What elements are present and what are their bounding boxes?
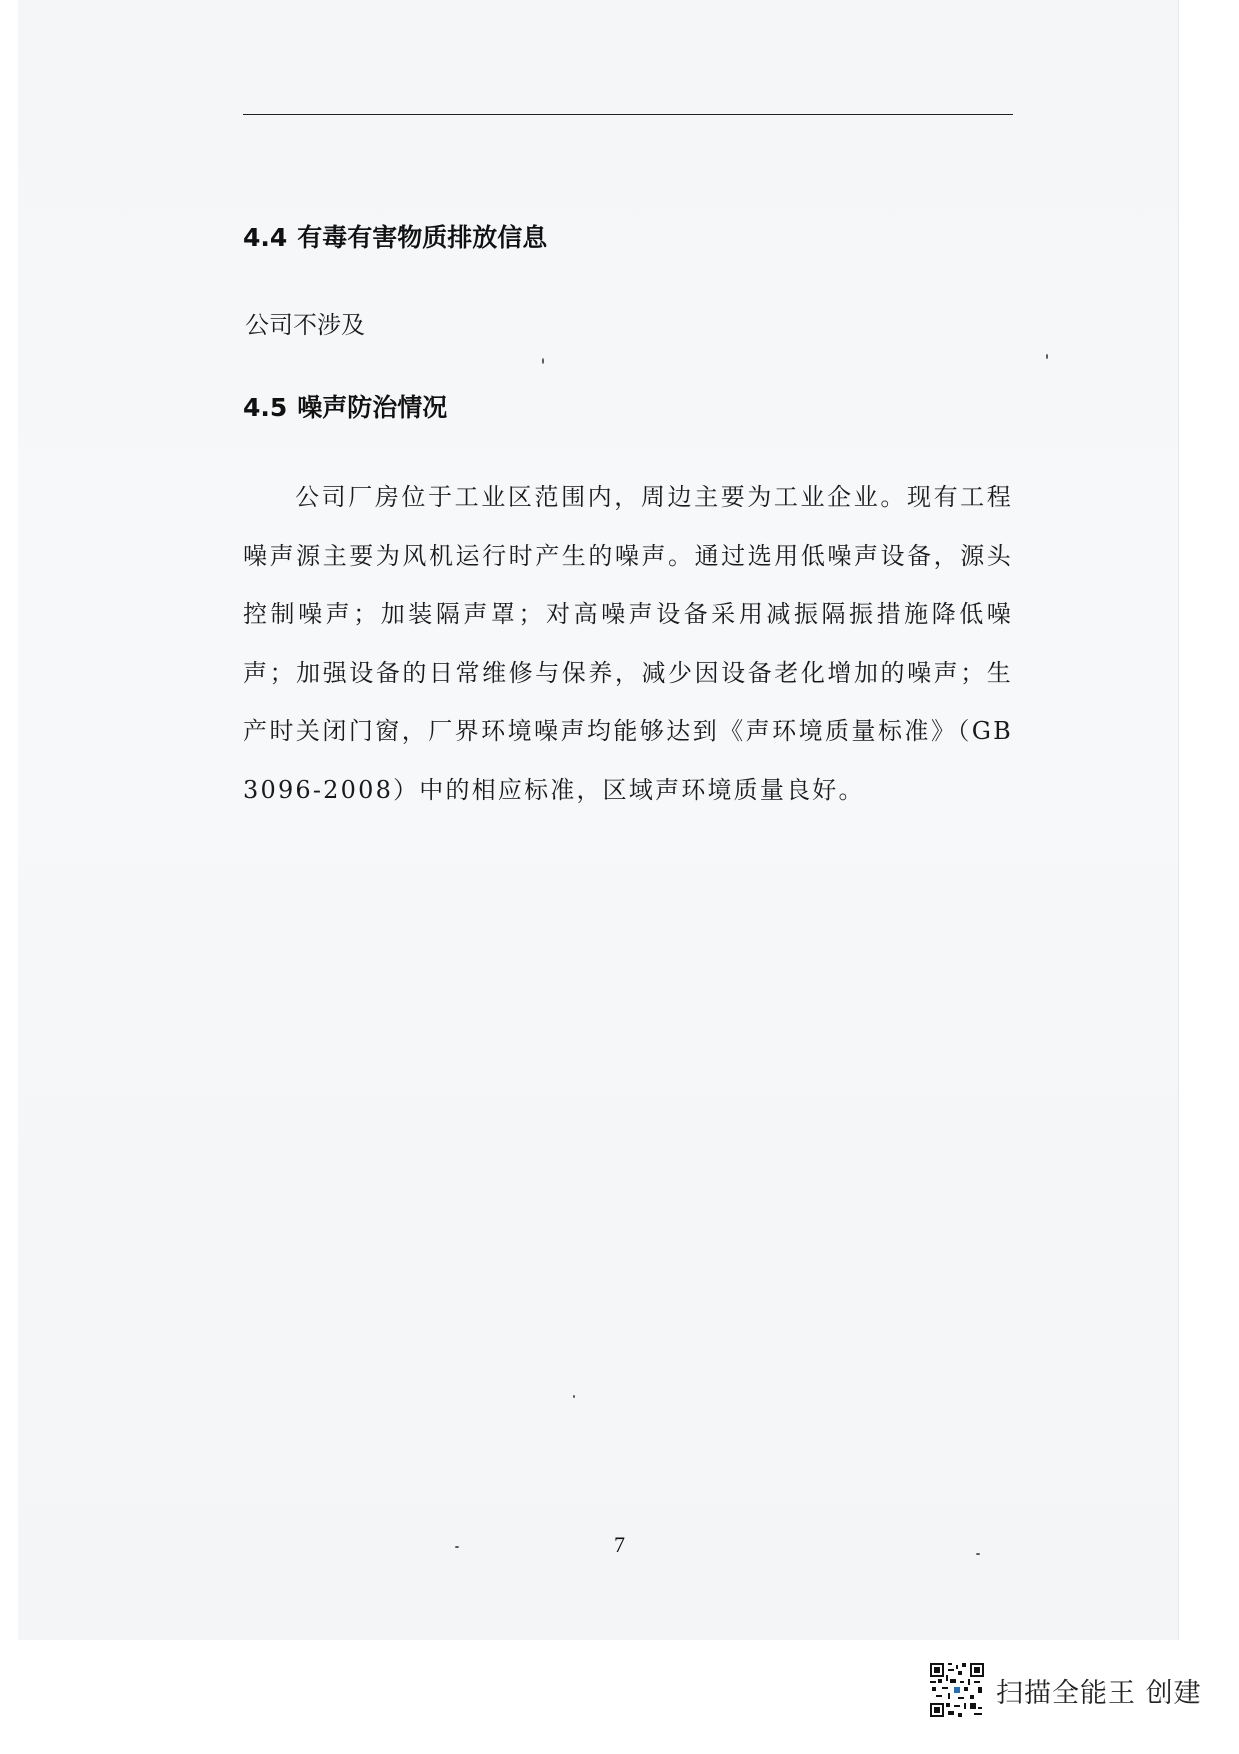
section-title: 有毒有害物质排放信息 — [297, 223, 548, 252]
section-number: 4.4 — [243, 223, 288, 252]
scan-speck — [542, 358, 544, 364]
header-rule — [243, 114, 1013, 115]
scan-speck — [573, 1395, 575, 1398]
page-number: 7 — [614, 1532, 625, 1557]
section-body-4-5: 公司厂房位于工业区范围内，周边主要为工业企业。现有工程噪声源主要为风机运行时产生的噪声。通过选用低噪声设备，源头控制噪声；加装隔声罩；对高噪声设备采用减振隔振措施降低噪声；加强设备的日常维修与保养，减少因设备老化增加的噪声；生产时关闭门窗，厂界环境噪声均能够达到《声环境质量标准》（GB 3096-2008）中的相应标准，区域声环境质量良好。 — [243, 483, 1013, 804]
scanned-page — [18, 0, 1179, 1640]
section-heading-4-5 — [243, 392, 447, 424]
scan-speck — [455, 1546, 459, 1548]
section-body-4-4: 公司不涉及 — [245, 311, 365, 339]
scanner-watermark — [930, 1662, 1202, 1718]
section-title: 噪声防治情况 — [297, 393, 448, 422]
scan-speck — [976, 1553, 980, 1555]
section-heading-4-4 — [243, 222, 547, 254]
scan-speck — [1046, 354, 1048, 359]
watermark-text: 扫描全能王 创建 — [996, 1677, 1202, 1709]
qr-code-icon — [930, 1663, 984, 1717]
section-number: 4.5 — [243, 393, 288, 422]
